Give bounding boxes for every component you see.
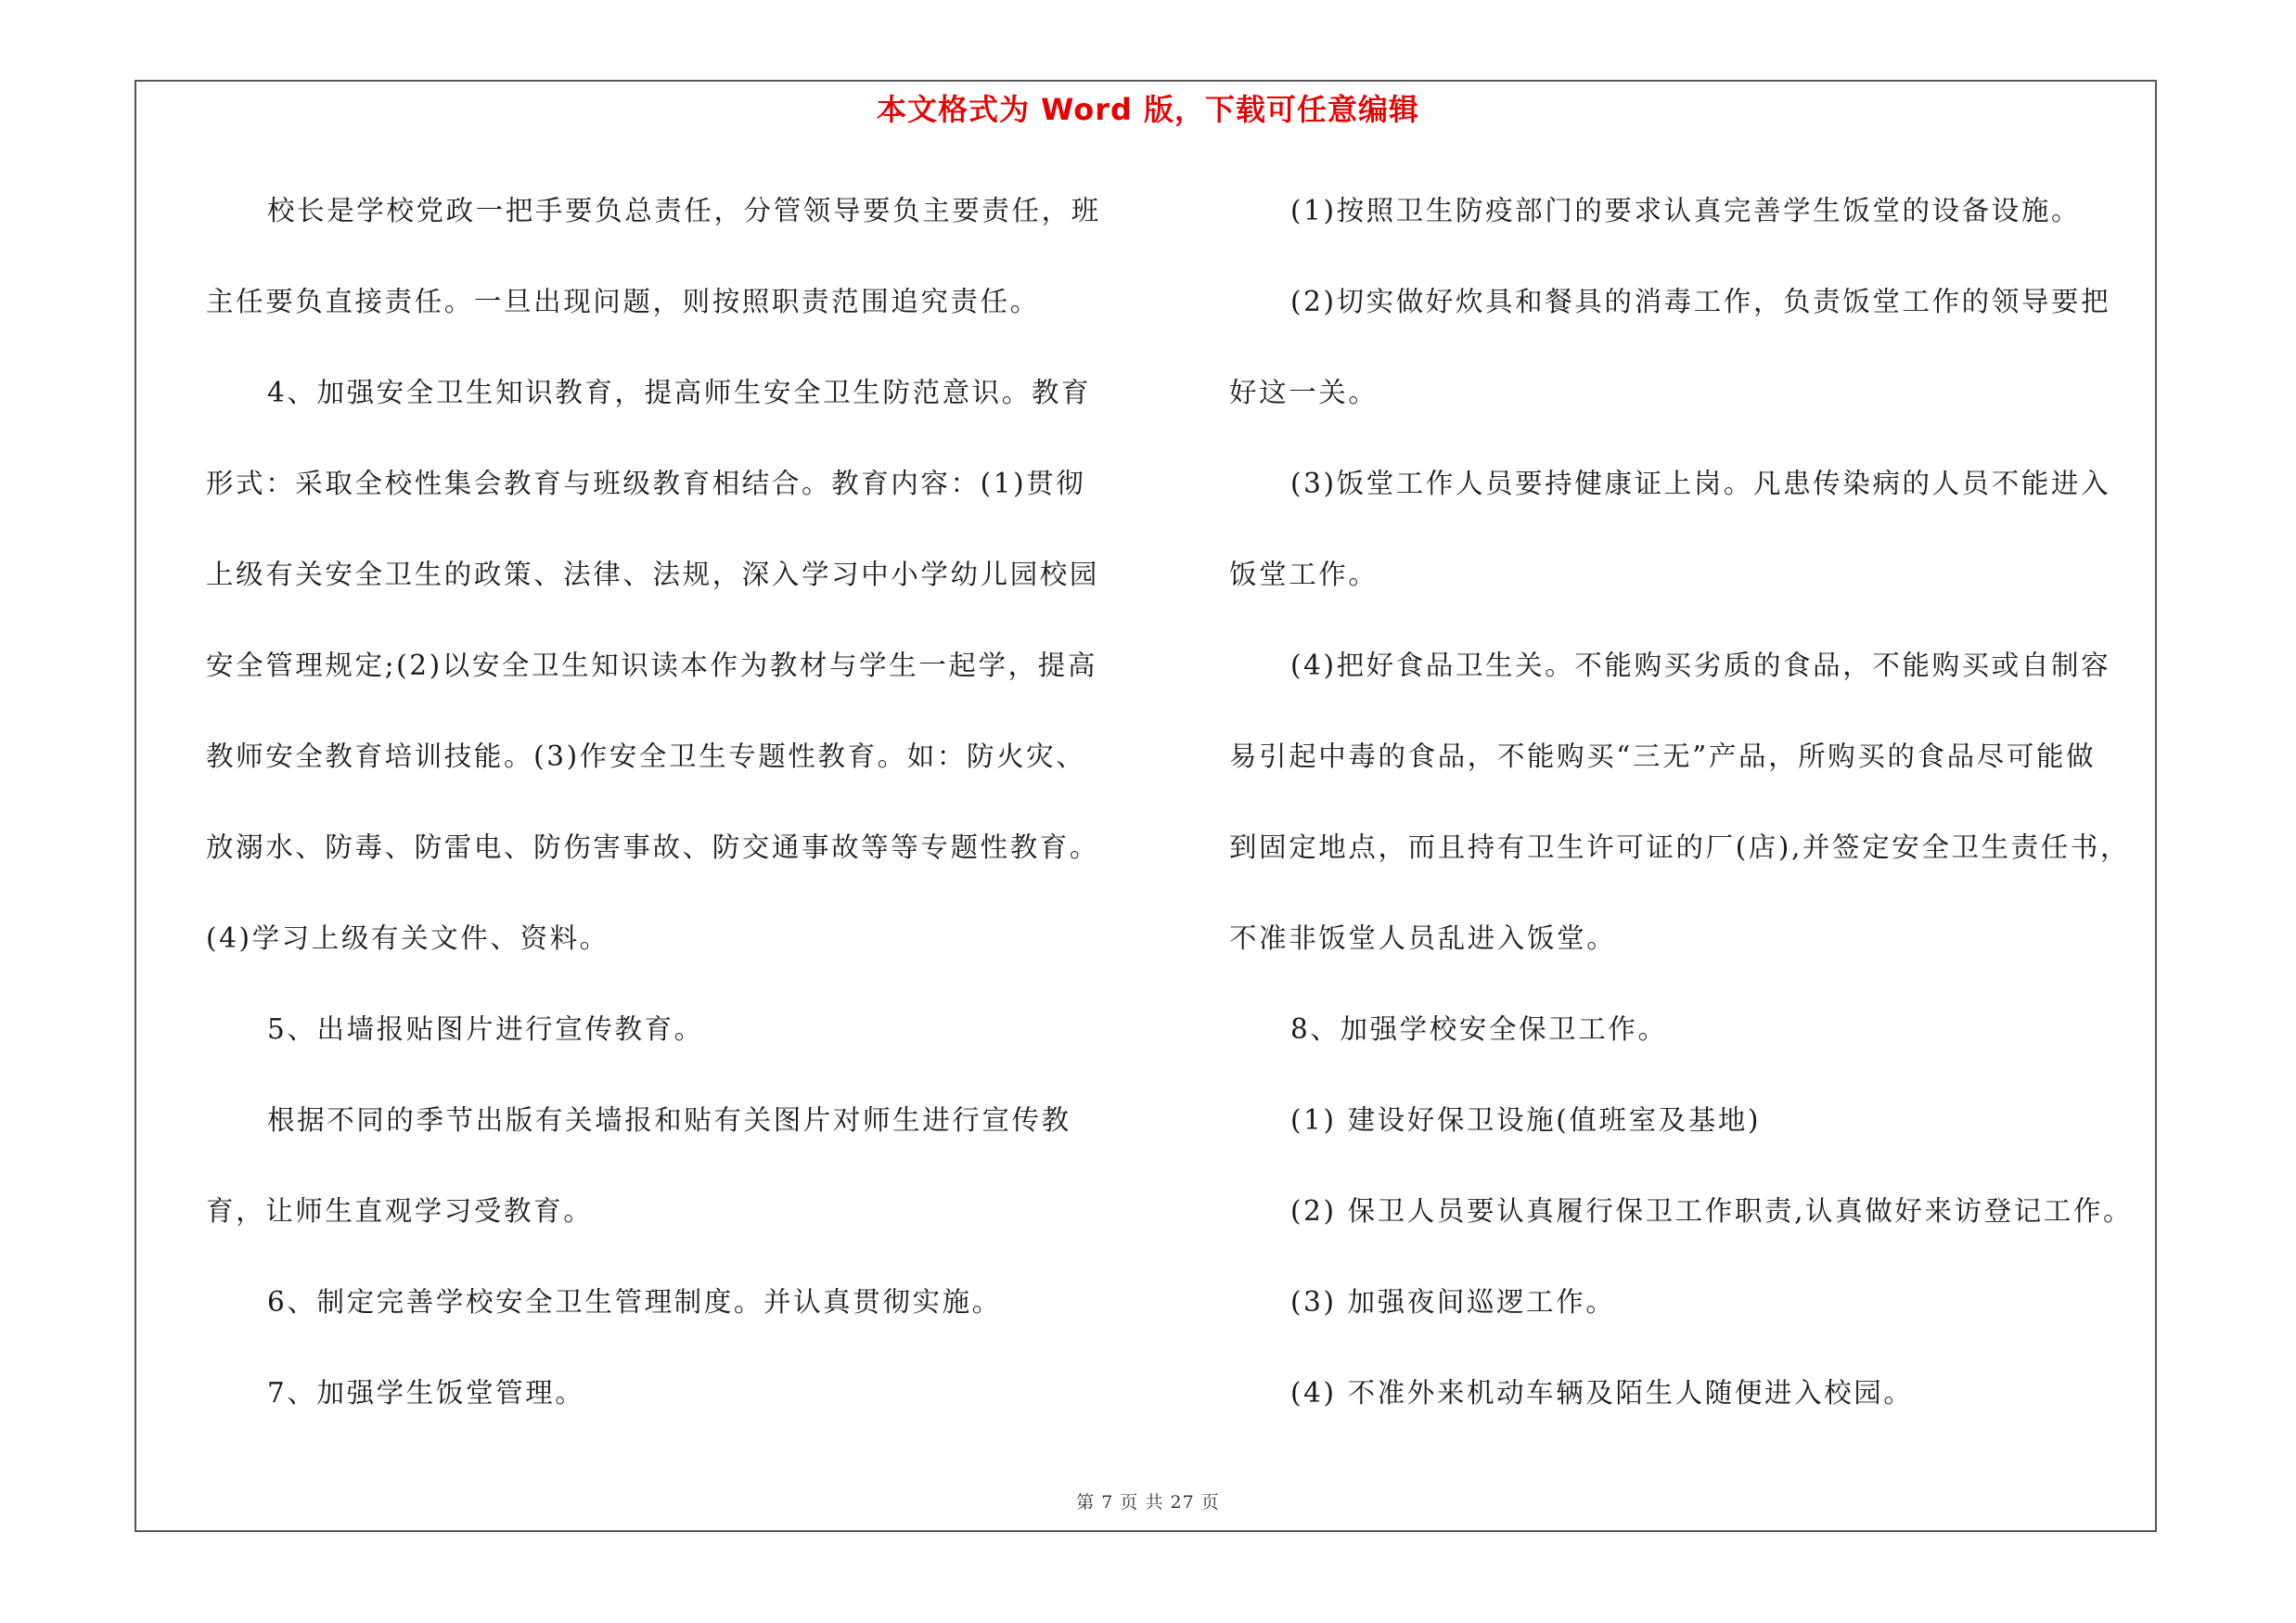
text-line: (4)把好食品卫生关。不能购买劣质的食品，不能购买或自制容 <box>1290 650 2111 681</box>
text-line: 形式：采取全校性集会教育与班级教育相结合。教育内容：(1)贯彻 <box>206 468 1086 499</box>
text-line: (3)饭堂工作人员要持健康证上岗。凡患传染病的人员不能进入 <box>1290 468 2111 499</box>
text-line: 到固定地点，而且持有卫生许可证的厂(店),并签定安全卫生责任书， <box>1229 831 2131 863</box>
text-line: 4、加强安全卫生知识教育，提高师生安全卫生防范意识。教育 <box>267 377 1092 408</box>
text-line: 校长是学校党政一把手要负总责任，分管领导要负主要责任，班 <box>267 195 1101 226</box>
text-line: (1)按照卫生防疫部门的要求认真完善学生饭堂的设备设施。 <box>1290 195 2082 226</box>
text-line: 8、加强学校安全保卫工作。 <box>1290 1013 1668 1045</box>
text-line: 6、制定完善学校安全卫生管理制度。并认真贯彻实施。 <box>267 1286 1002 1318</box>
text-line: 7、加强学生饭堂管理。 <box>267 1377 585 1409</box>
text-line: 上级有关安全卫生的政策、法律、法规，深入学习中小学幼儿园校园 <box>206 559 1100 590</box>
text-line: 放溺水、防毒、防雷电、防伤害事故、防交通事故等等专题性教育。 <box>206 831 1100 863</box>
text-line: 教师安全教育培训技能。(3)作安全卫生专题性教育。如：防火灾、 <box>206 741 1086 772</box>
text-line: 饭堂工作。 <box>1229 559 1379 590</box>
text-line: (4)学习上级有关文件、资料。 <box>206 922 609 954</box>
left-text-column <box>206 181 1134 1454</box>
text-line: (2) 保卫人员要认真履行保卫工作职责,认真做好来访登记工作。 <box>1290 1195 2134 1227</box>
text-line: (2)切实做好炊具和餐具的消毒工作，负责饭堂工作的领导要把 <box>1290 286 2111 317</box>
text-line: 安全管理规定;(2)以安全卫生知识读本作为教材与学生一起学，提高 <box>206 650 1097 681</box>
page-number: 第 7 页 共 27 页 <box>1076 1492 1220 1513</box>
text-line: 育，让师生直观学习受教育。 <box>206 1195 594 1227</box>
right-text-column <box>1229 181 2157 1454</box>
text-line: 易引起中毒的食品，不能购买“三无”产品，所购买的食品尽可能做 <box>1229 741 2097 772</box>
format-banner: 本文格式为 Word 版，下载可任意编辑 <box>876 92 1420 127</box>
text-line: 主任要负直接责任。一旦出现问题，则按照职责范围追究责任。 <box>206 286 1040 317</box>
text-line: 根据不同的季节出版有关墙报和贴有关图片对师生进行宣传教 <box>267 1104 1071 1136</box>
text-line: (1) 建设好保卫设施(值班室及基地) <box>1290 1104 1762 1136</box>
text-line: 好这一关。 <box>1229 377 1379 408</box>
text-line: 不准非饭堂人员乱进入饭堂。 <box>1229 922 1617 954</box>
text-line: (3) 加强夜间巡逻工作。 <box>1290 1286 1616 1318</box>
text-line: 5、出墙报贴图片进行宣传教育。 <box>267 1013 704 1045</box>
text-line: (4) 不准外来机动车辆及陌生人随便进入校园。 <box>1290 1377 1914 1409</box>
